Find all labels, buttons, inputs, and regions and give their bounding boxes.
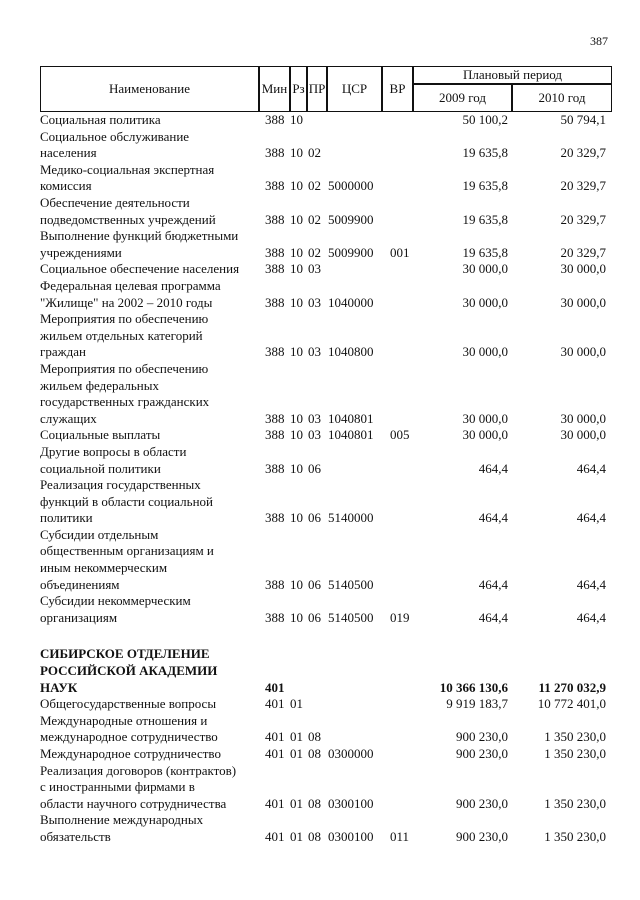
row-pr: 02	[308, 145, 321, 161]
row-value-2010: 464,4	[576, 609, 606, 625]
table-row	[40, 696, 612, 713]
row-name-line: СИБИРСКОЕ ОТДЕЛЕНИЕ	[40, 646, 210, 662]
row-pr: 08	[308, 729, 321, 745]
table-row	[40, 593, 612, 626]
row-csr: 1040801	[328, 410, 374, 426]
header-vr: ВР	[382, 66, 413, 112]
table-row	[40, 812, 612, 845]
row-rz: 10	[290, 344, 303, 360]
row-rz: 10	[290, 261, 303, 277]
row-rz: 01	[290, 696, 303, 712]
row-csr: 1040801	[328, 427, 374, 443]
row-rz: 10	[290, 410, 303, 426]
header-min: Мин	[259, 66, 290, 112]
row-value-2009: 10 366 130,6	[439, 679, 508, 695]
row-value-2010: 464,4	[576, 460, 606, 476]
table-row	[40, 311, 612, 361]
row-csr: 0300100	[328, 829, 374, 845]
row-value-2009: 464,4	[478, 510, 508, 526]
table-row	[40, 444, 612, 477]
row-min: 388	[265, 294, 285, 310]
row-value-2009: 30 000,0	[462, 427, 508, 443]
row-pr: 06	[308, 460, 321, 476]
row-name-line: Федеральная целевая программа	[40, 277, 221, 293]
row-vr: 005	[390, 427, 410, 443]
row-value-2010: 50 794,1	[560, 112, 606, 127]
row-name-line: Социальная политика	[40, 112, 161, 127]
row-min: 388	[265, 244, 285, 260]
row-name-line: жильем федеральных	[40, 377, 159, 393]
row-name-line: учреждениями	[40, 244, 122, 260]
table-row	[40, 527, 612, 593]
row-name-line: жильем отдельных категорий	[40, 327, 203, 343]
row-pr: 06	[308, 510, 321, 526]
header-2010: 2010 год	[512, 84, 612, 112]
row-value-2010: 20 329,7	[560, 178, 606, 194]
row-name-line: Субсидии отдельным	[40, 526, 159, 542]
row-csr: 0300100	[328, 795, 374, 811]
row-min: 388	[265, 178, 285, 194]
row-rz: 01	[290, 829, 303, 845]
table-row	[40, 763, 612, 813]
row-value-2010: 1 350 230,0	[544, 829, 606, 845]
row-value-2009: 19 635,8	[462, 145, 508, 161]
row-pr: 02	[308, 178, 321, 194]
row-min: 401	[265, 729, 285, 745]
row-min: 388	[265, 261, 285, 277]
row-name-line: Мероприятия по обеспечению	[40, 360, 209, 376]
header-name: Наименование	[40, 66, 259, 112]
row-pr: 08	[308, 829, 321, 845]
table-body	[40, 112, 612, 846]
row-name-line: политики	[40, 510, 93, 526]
table-row	[40, 228, 612, 261]
row-name-line: социальной политики	[40, 460, 161, 476]
row-name-line: государственных гражданских	[40, 394, 210, 410]
row-csr: 5009900	[328, 211, 374, 227]
row-rz: 01	[290, 729, 303, 745]
header-rz: Рз	[290, 66, 307, 112]
row-value-2010: 30 000,0	[560, 344, 606, 360]
row-name-line: граждан	[40, 344, 86, 360]
row-rz: 10	[290, 609, 303, 625]
table-row	[40, 261, 612, 278]
row-name-line: Реализация договоров (контрактов)	[40, 762, 237, 778]
row-rz: 10	[290, 211, 303, 227]
table-row	[40, 427, 612, 444]
row-csr: 5140500	[328, 576, 374, 592]
row-name-line: "Жилище" на 2002 – 2010 годы	[40, 294, 213, 310]
row-name-line: функций в области социальной	[40, 493, 213, 509]
row-value-2009: 900 230,0	[456, 829, 508, 845]
row-value-2010: 10 772 401,0	[537, 696, 606, 712]
row-name-line: подведомственных учреждений	[40, 211, 216, 227]
table-row	[40, 129, 612, 162]
row-name-line: НАУК	[40, 679, 78, 695]
table-row	[40, 746, 612, 763]
row-pr: 03	[308, 344, 321, 360]
row-pr: 06	[308, 609, 321, 625]
table-row	[40, 477, 612, 527]
row-min: 401	[265, 696, 285, 712]
row-name-line: иным некоммерческим	[40, 560, 168, 576]
row-value-2009: 464,4	[478, 460, 508, 476]
row-min: 401	[265, 679, 285, 695]
row-name-line: международное сотрудничество	[40, 729, 218, 745]
table-row	[40, 162, 612, 195]
row-name-line: населения	[40, 145, 97, 161]
row-min: 388	[265, 510, 285, 526]
row-value-2010: 11 270 032,9	[538, 679, 606, 695]
row-rz: 10	[290, 294, 303, 310]
row-min: 388	[265, 410, 285, 426]
row-csr: 0300000	[328, 746, 374, 762]
row-min: 401	[265, 795, 285, 811]
row-min: 401	[265, 746, 285, 762]
row-value-2009: 30 000,0	[462, 344, 508, 360]
row-pr: 06	[308, 576, 321, 592]
row-pr: 03	[308, 427, 321, 443]
table-header	[40, 66, 612, 112]
row-pr: 03	[308, 261, 321, 277]
table-row	[40, 713, 612, 746]
row-value-2010: 30 000,0	[560, 294, 606, 310]
row-value-2009: 9 919 183,7	[446, 696, 508, 712]
row-csr: 1040000	[328, 294, 374, 310]
table-row	[40, 646, 612, 696]
row-min: 388	[265, 211, 285, 227]
row-name-line: Реализация государственных	[40, 477, 201, 493]
row-value-2009: 900 230,0	[456, 729, 508, 745]
row-name-line: Обеспечение деятельности	[40, 194, 190, 210]
row-pr: 03	[308, 410, 321, 426]
row-csr: 5140500	[328, 609, 374, 625]
row-value-2009: 19 635,8	[462, 178, 508, 194]
header-csr: ЦСР	[327, 66, 382, 112]
row-value-2009: 900 230,0	[456, 746, 508, 762]
row-rz: 10	[290, 145, 303, 161]
row-value-2010: 20 329,7	[560, 244, 606, 260]
row-name-line: организациям	[40, 609, 118, 625]
row-pr: 02	[308, 244, 321, 260]
row-value-2009: 30 000,0	[462, 261, 508, 277]
row-value-2009: 464,4	[478, 576, 508, 592]
page-number: 387	[590, 34, 608, 48]
row-rz: 10	[290, 244, 303, 260]
row-value-2009: 19 635,8	[462, 244, 508, 260]
row-csr: 1040800	[328, 344, 374, 360]
row-value-2009: 50 100,2	[462, 112, 508, 127]
row-vr: 011	[390, 829, 410, 845]
row-name-line: Социальные выплаты	[40, 427, 161, 443]
row-name-line: объединениям	[40, 576, 120, 592]
row-value-2010: 1 350 230,0	[544, 729, 606, 745]
row-pr: 08	[308, 795, 321, 811]
table-row	[40, 195, 612, 228]
row-rz: 01	[290, 746, 303, 762]
row-csr: 5000000	[328, 178, 374, 194]
row-min: 388	[265, 112, 285, 127]
row-min: 388	[265, 460, 285, 476]
table-row	[40, 278, 612, 311]
row-rz: 01	[290, 795, 303, 811]
row-rz: 10	[290, 576, 303, 592]
row-name-line: Мероприятия по обеспечению	[40, 311, 209, 327]
row-name-line: общественным организациям и	[40, 543, 214, 559]
row-name-line: комиссия	[40, 178, 92, 194]
row-min: 388	[265, 427, 285, 443]
row-value-2010: 30 000,0	[560, 261, 606, 277]
table-row	[40, 112, 612, 129]
row-pr: 03	[308, 294, 321, 310]
row-value-2009: 19 635,8	[462, 211, 508, 227]
row-name-line: Выполнение международных	[40, 812, 204, 828]
row-pr: 02	[308, 211, 321, 227]
row-value-2010: 30 000,0	[560, 410, 606, 426]
row-min: 388	[265, 609, 285, 625]
row-value-2010: 464,4	[576, 510, 606, 526]
row-rz: 10	[290, 178, 303, 194]
row-vr: 001	[390, 244, 410, 260]
row-value-2009: 30 000,0	[462, 294, 508, 310]
row-rz: 10	[290, 460, 303, 476]
row-value-2009: 30 000,0	[462, 410, 508, 426]
row-name-line: Социальное обслуживание	[40, 128, 190, 144]
row-value-2010: 30 000,0	[560, 427, 606, 443]
row-name-line: Медико-социальная экспертная	[40, 161, 215, 177]
row-vr: 019	[390, 609, 410, 625]
row-name-line: Международное сотрудничество	[40, 746, 221, 762]
row-csr: 5140000	[328, 510, 374, 526]
row-rz: 10	[290, 112, 303, 127]
row-value-2009: 900 230,0	[456, 795, 508, 811]
row-csr: 5009900	[328, 244, 374, 260]
row-name-line: Другие вопросы в области	[40, 443, 187, 459]
row-name-line: Субсидии некоммерческим	[40, 593, 191, 609]
row-min: 388	[265, 145, 285, 161]
header-pr: ПР	[307, 66, 327, 112]
row-min: 401	[265, 829, 285, 845]
row-rz: 10	[290, 510, 303, 526]
row-name-line: области научного сотрудничества	[40, 795, 227, 811]
header-period: Плановый период	[413, 66, 612, 84]
row-value-2010: 1 350 230,0	[544, 746, 606, 762]
row-name-line: РОССИЙСКОЙ АКАДЕМИИ	[40, 663, 218, 679]
row-value-2009: 464,4	[478, 609, 508, 625]
row-value-2010: 464,4	[576, 576, 606, 592]
row-pr: 08	[308, 746, 321, 762]
row-name-line: с иностранными фирмами в	[40, 779, 195, 795]
row-name-line: Социальное обеспечение населения	[40, 261, 240, 277]
row-name-line: обязательств	[40, 829, 111, 845]
header-2009: 2009 год	[413, 84, 512, 112]
row-value-2010: 1 350 230,0	[544, 795, 606, 811]
row-value-2010: 20 329,7	[560, 145, 606, 161]
row-name-line: служащих	[40, 410, 97, 426]
row-rz: 10	[290, 427, 303, 443]
row-name-line: Общегосударственные вопросы	[40, 696, 217, 712]
row-min: 388	[265, 576, 285, 592]
row-value-2010: 20 329,7	[560, 211, 606, 227]
row-name-line: Международные отношения и	[40, 712, 208, 728]
row-name-line: Выполнение функций бюджетными	[40, 228, 239, 244]
table-row	[40, 361, 612, 427]
row-min: 388	[265, 344, 285, 360]
